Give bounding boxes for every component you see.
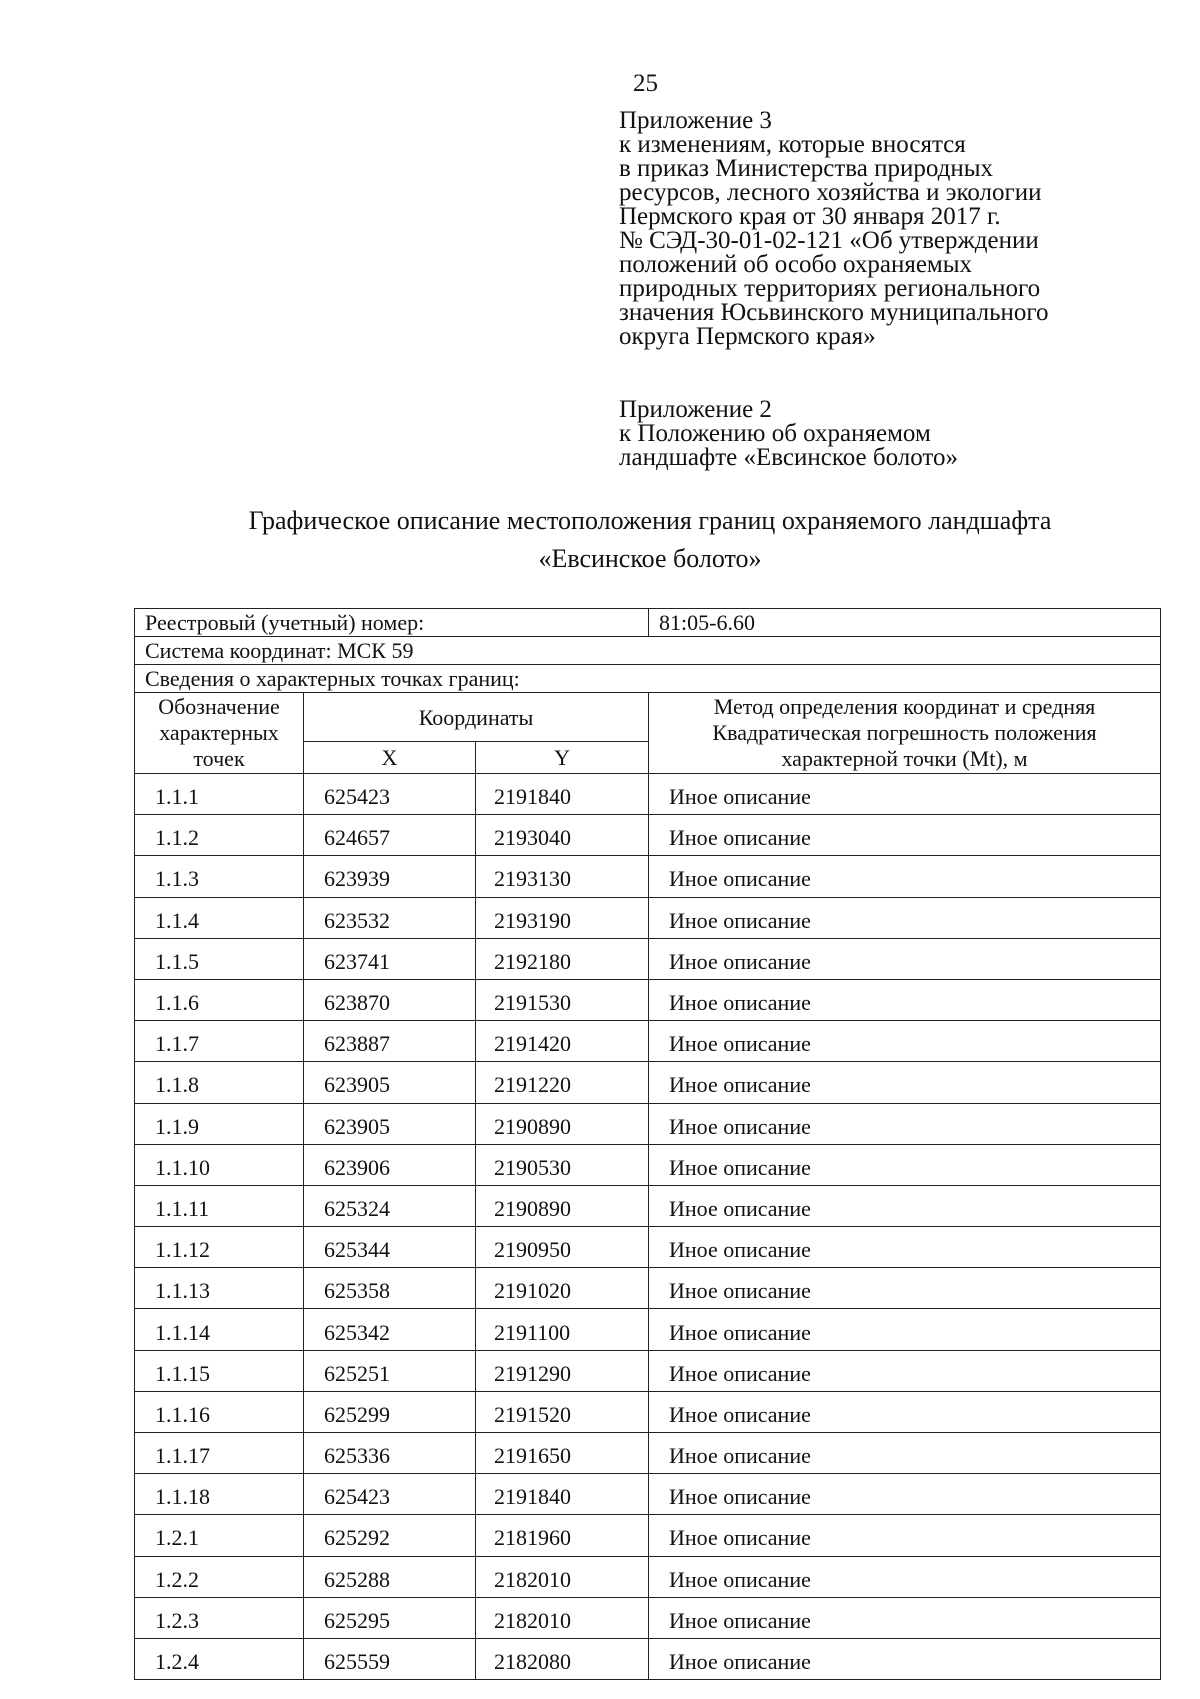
cell-x: 623906 [304, 1144, 476, 1185]
cell-y: 2191290 [476, 1350, 649, 1391]
table-row [135, 1021, 1161, 1062]
cell-x: 625342 [304, 1309, 476, 1350]
cell-x: 624657 [304, 815, 476, 856]
cell-y: 2181960 [476, 1515, 649, 1556]
annex-3-line: округа Пермского края» [619, 323, 876, 350]
table-row [135, 1103, 1161, 1144]
annex-3-line: значения Юсьвинского муниципального [619, 299, 1049, 326]
table-row [135, 856, 1161, 897]
cell-point: 1.2.4 [135, 1638, 304, 1679]
cell-point: 1.2.3 [135, 1597, 304, 1638]
cell-point: 1.1.18 [135, 1474, 304, 1515]
cell-method: Иное описание [649, 897, 1161, 938]
cell-y: 2191840 [476, 1474, 649, 1515]
page-number: 25 [633, 70, 658, 97]
cell-x: 625336 [304, 1433, 476, 1474]
annex-3-line: Пермского края от 30 января 2017 г. [619, 203, 1001, 230]
cell-method: Иное описание [649, 1144, 1161, 1185]
annex-3-line: к изменениям, которые вносятся [619, 131, 966, 158]
cell-x: 623887 [304, 1021, 476, 1062]
cell-point: 1.1.2 [135, 815, 304, 856]
cell-x: 625288 [304, 1556, 476, 1597]
table-row [135, 1185, 1161, 1226]
cell-method: Иное описание [649, 1597, 1161, 1638]
annex-2-line: к Положению об охраняемом [619, 420, 931, 447]
cell-method: Иное описание [649, 1062, 1161, 1103]
cell-y: 2182010 [476, 1556, 649, 1597]
table-row [135, 1309, 1161, 1350]
cell-point: 1.1.9 [135, 1103, 304, 1144]
cell-y: 2191650 [476, 1433, 649, 1474]
registry-row [135, 609, 1161, 637]
cell-x: 623870 [304, 979, 476, 1020]
cell-point: 1.1.10 [135, 1144, 304, 1185]
cell-point: 1.1.15 [135, 1350, 304, 1391]
annex-3-line: природных территориях регионального [619, 275, 1041, 302]
cell-point: 1.1.14 [135, 1309, 304, 1350]
cell-method: Иное описание [649, 1268, 1161, 1309]
coord-system: Система координат: МСК 59 [135, 637, 1161, 665]
cell-y: 2190890 [476, 1185, 649, 1226]
cell-method: Иное описание [649, 1391, 1161, 1432]
cell-y: 2190890 [476, 1103, 649, 1144]
cell-method: Иное описание [649, 1474, 1161, 1515]
cell-y: 2191530 [476, 979, 649, 1020]
annex-3-line: в приказ Министерства природных [619, 155, 994, 182]
header-point: Обозначение характерных точек [135, 693, 304, 774]
annex-2-line: ландшафте «Евсинское болото» [619, 444, 959, 471]
registry-label: Реестровый (учетный) номер: [135, 609, 649, 637]
cell-y: 2182010 [476, 1597, 649, 1638]
cell-point: 1.1.1 [135, 774, 304, 815]
cell-method: Иное описание [649, 1021, 1161, 1062]
cell-x: 625358 [304, 1268, 476, 1309]
annex-2-line: Приложение 2 [619, 396, 772, 423]
cell-method: Иное описание [649, 774, 1161, 815]
annex-2-header [619, 398, 958, 470]
cell-y: 2191100 [476, 1309, 649, 1350]
cell-point: 1.1.3 [135, 856, 304, 897]
table-row [135, 897, 1161, 938]
cell-x: 625559 [304, 1638, 476, 1679]
cell-x: 625423 [304, 774, 476, 815]
cell-y: 2190950 [476, 1227, 649, 1268]
annex-3-line: № СЭД-30-01-02-121 «Об утверждении [619, 227, 1039, 254]
cell-point: 1.2.2 [135, 1556, 304, 1597]
cell-x: 623939 [304, 856, 476, 897]
cell-y: 2191020 [476, 1268, 649, 1309]
cell-x: 625423 [304, 1474, 476, 1515]
table-row [135, 1474, 1161, 1515]
table-row [135, 1350, 1161, 1391]
table-row [135, 1227, 1161, 1268]
cell-y: 2191840 [476, 774, 649, 815]
cell-point: 1.1.17 [135, 1433, 304, 1474]
cell-y: 2182080 [476, 1638, 649, 1679]
cell-method: Иное описание [649, 1556, 1161, 1597]
cell-point: 1.1.13 [135, 1268, 304, 1309]
cell-method: Иное описание [649, 1638, 1161, 1679]
table-row [135, 1062, 1161, 1103]
cell-point: 1.1.16 [135, 1391, 304, 1432]
cell-point: 1.1.8 [135, 1062, 304, 1103]
cell-method: Иное описание [649, 1515, 1161, 1556]
cell-x: 623905 [304, 1103, 476, 1144]
cell-y: 2193190 [476, 897, 649, 938]
cell-y: 2193040 [476, 815, 649, 856]
cell-method: Иное описание [649, 979, 1161, 1020]
table-row [135, 1515, 1161, 1556]
annex-3-line: Приложение 3 [619, 107, 772, 134]
cell-method: Иное описание [649, 1309, 1161, 1350]
cell-point: 1.2.1 [135, 1515, 304, 1556]
table-row [135, 774, 1161, 815]
table-row [135, 1638, 1161, 1679]
cell-x: 625324 [304, 1185, 476, 1226]
cell-method: Иное описание [649, 1433, 1161, 1474]
table-row [135, 815, 1161, 856]
cell-method: Иное описание [649, 938, 1161, 979]
cell-point: 1.1.4 [135, 897, 304, 938]
cell-point: 1.1.7 [135, 1021, 304, 1062]
cell-method: Иное описание [649, 1350, 1161, 1391]
cell-y: 2191520 [476, 1391, 649, 1432]
table-row [135, 1144, 1161, 1185]
header-y: Y [476, 742, 649, 774]
cell-x: 623905 [304, 1062, 476, 1103]
cell-x: 625295 [304, 1597, 476, 1638]
cell-x: 625344 [304, 1227, 476, 1268]
registry-value: 81:05-6.60 [649, 609, 1161, 637]
table-row [135, 1391, 1161, 1432]
cell-point: 1.1.12 [135, 1227, 304, 1268]
header-x: X [304, 742, 476, 774]
cell-x: 623532 [304, 897, 476, 938]
cell-x: 625251 [304, 1350, 476, 1391]
annex-3-line: положений об особо охраняемых [619, 251, 973, 278]
cell-method: Иное описание [649, 815, 1161, 856]
cell-point: 1.1.5 [135, 938, 304, 979]
cell-y: 2190530 [476, 1144, 649, 1185]
header-coords: Координаты [304, 693, 649, 742]
cell-method: Иное описание [649, 1227, 1161, 1268]
cell-y: 2192180 [476, 938, 649, 979]
coord-system-row [135, 637, 1161, 665]
document-title [0, 502, 1200, 578]
table-row [135, 1556, 1161, 1597]
table-row [135, 979, 1161, 1020]
cell-x: 625299 [304, 1391, 476, 1432]
annex-3-line: ресурсов, лесного хозяйства и экологии [619, 179, 1042, 206]
table-row [135, 1268, 1161, 1309]
cell-point: 1.1.6 [135, 979, 304, 1020]
cell-x: 625292 [304, 1515, 476, 1556]
cell-method: Иное описание [649, 1185, 1161, 1226]
table-row [135, 938, 1161, 979]
document-title-line-1: Графическое описание местоположения границ охраняемого ландшафта [248, 506, 1052, 535]
cell-method: Иное описание [649, 1103, 1161, 1144]
cell-y: 2191220 [476, 1062, 649, 1103]
header-row-1 [135, 693, 1161, 742]
document-title-line-2: «Евсинское болото» [538, 544, 762, 573]
points-info: Сведения о характерных точках границ: [135, 665, 1161, 693]
cell-method: Иное описание [649, 856, 1161, 897]
cell-y: 2193130 [476, 856, 649, 897]
points-info-row [135, 665, 1161, 693]
cell-y: 2191420 [476, 1021, 649, 1062]
cell-x: 623741 [304, 938, 476, 979]
table-row [135, 1433, 1161, 1474]
boundary-points-table [134, 608, 1161, 1680]
annex-3-header [619, 109, 1049, 349]
header-method: Метод определения координат и средняя Квадратическая погрешность положения характерной точки (Mt), м [649, 693, 1161, 774]
cell-point: 1.1.11 [135, 1185, 304, 1226]
table-row [135, 1597, 1161, 1638]
